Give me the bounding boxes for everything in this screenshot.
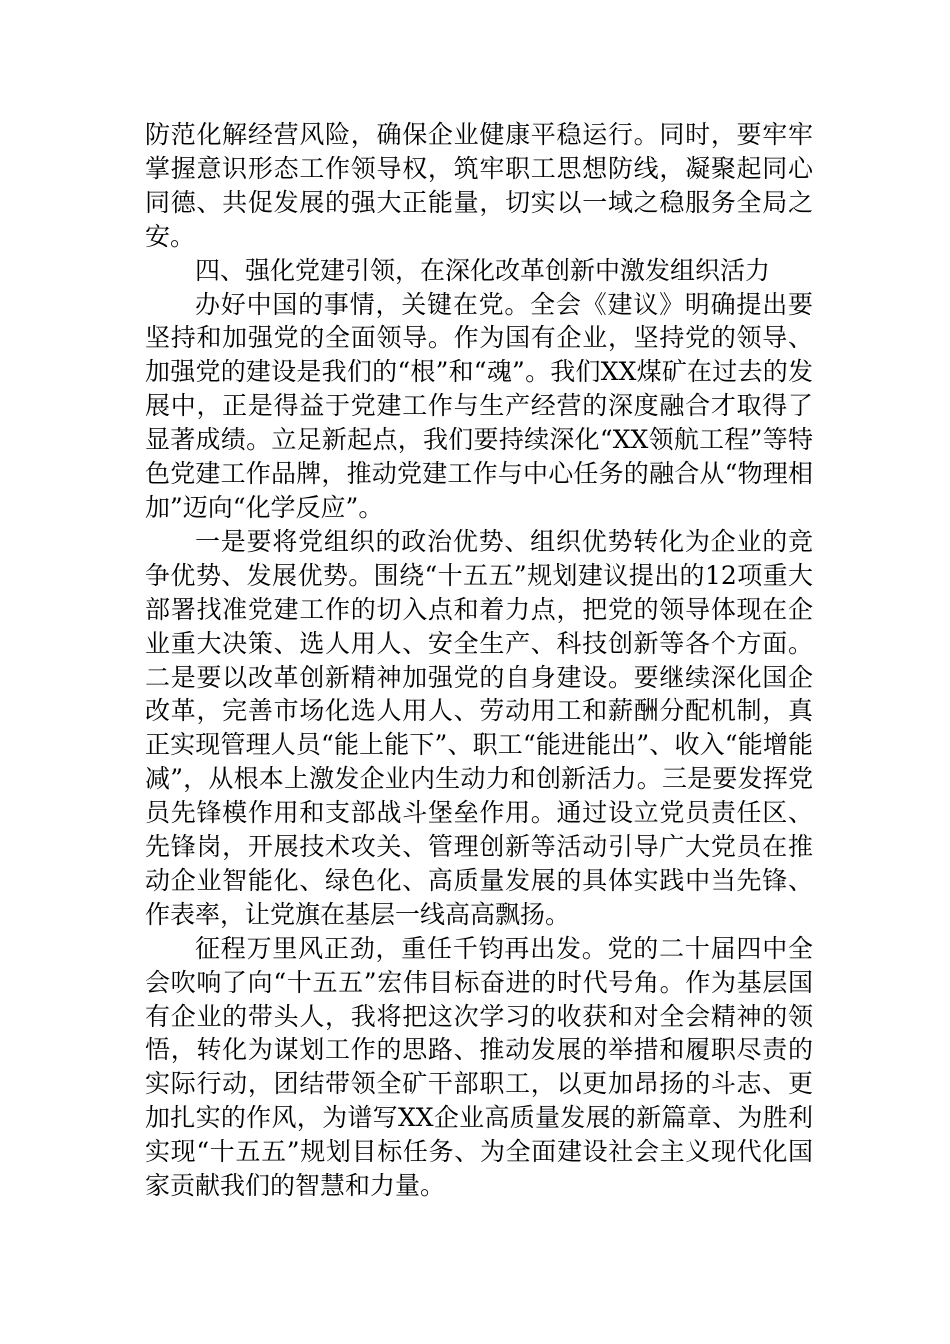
paragraph: 一是要将党组织的政治优势、组织优势转化为企业的竞争优势、发展优势。围绕“十五五”规划建议提出的12项重大部署找准党建工作的切入点和着力点，把党的领导体现在企业重大决策、选人用人、安全生产、科技创新等各个方面。二是要以改革创新精神加强党的自身建设。要继续深化国企改革，完善市场化选人用人、劳动用工和薪酬分配机制，真正实现管理人员“能上能下”、职工“能进能出”、收入“能增能减”，从根本上激发企业内生动力和创新活力。三是要发挥党员先锋模作用和支部战斗堡垒作用。通过设立党员责任区、先锋岗，开展技术攻关、管理创新等活动引导广大党员在推动企业智能化、绿色化、高质量发展的具体实践中当先锋、作表率，让党旗在基层一线高高飘扬。 xyxy=(145,526,813,929)
paragraph: 征程万里风正劲，重任千钧再出发。党的二十届四中全会吹响了向“十五五”宏伟目标奋进的时代号角。作为基层国有企业的带头人，我将把这次学习的收获和对全会精神的领悟，转化为谋划工作的思路、推动发展的举措和履职尽责的实际行动，团结带领全矿干部职工，以更加昂扬的斗志、更加扎实的作风，为谱写XX企业高质量发展的新篇章、为胜利实现“十五五”规划目标任务、为全面建设社会主义现代化国家贡献我们的智慧和力量。 xyxy=(145,933,813,1201)
paragraph-continuation: 防范化解经营风险，确保企业健康平稳运行。同时，要牢牢掌握意识形态工作领导权，筑牢职工思想防线，凝聚起同心同德、共促发展的强大正能量，切实以一域之稳服务全局之安。 xyxy=(145,120,813,251)
document-body xyxy=(145,118,813,1203)
paragraph: 办好中国的事情，关键在党。全会《建议》明确提出要坚持和加强党的全面领导。作为国有企业，坚持党的领导、加强党的建设是我们的“根”和“魂”。我们XX煤矿在过去的发展中，正是得益于党建工作与生产经营的深度融合才取得了显著成绩。立足新起点，我们要持续深化“XX领航工程”等特色党建工作品牌，推动党建工作与中心任务的融合从“物理相加”迈向“化学反应”。 xyxy=(145,289,813,522)
section-heading: 四、强化党建引领，在深化改革创新中激发组织活力 xyxy=(195,255,771,285)
